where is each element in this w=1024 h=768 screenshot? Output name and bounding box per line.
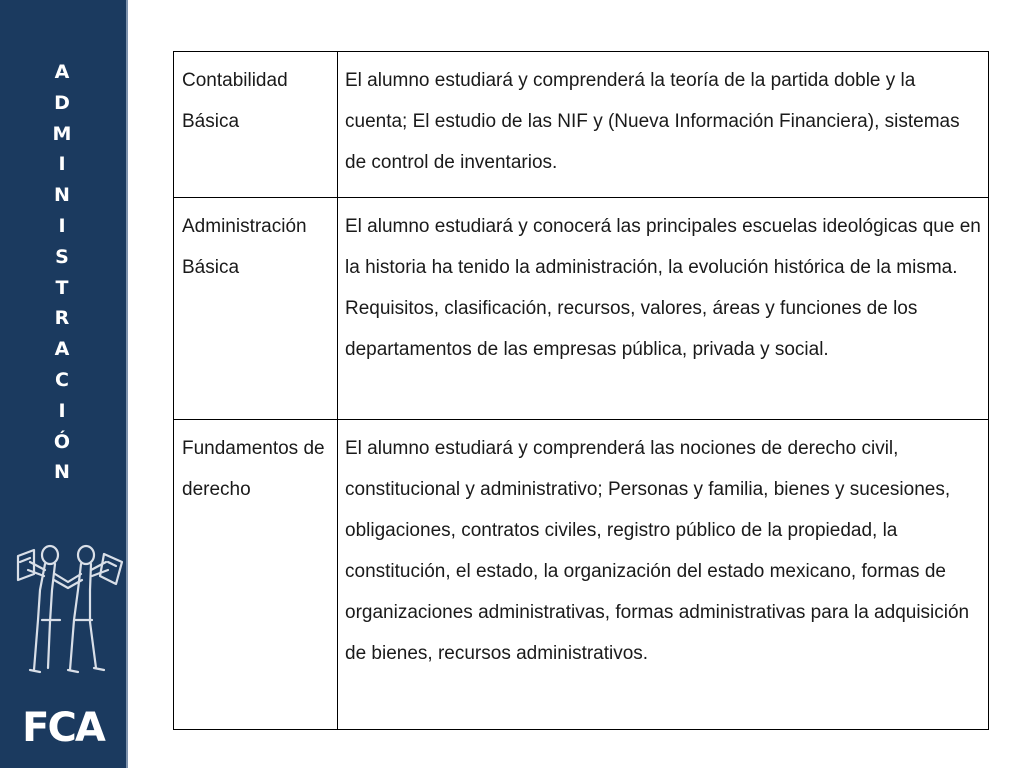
table-row	[174, 198, 989, 420]
title-letter: A	[54, 338, 70, 361]
title-letter: R	[54, 307, 70, 330]
figures-logo-icon	[12, 540, 130, 680]
title-letter: C	[55, 368, 69, 391]
vertical-title	[0, 57, 124, 488]
title-letter: A	[54, 61, 70, 83]
title-letter: Ó	[53, 430, 71, 453]
title-letter: T	[55, 276, 69, 299]
title-letter: I	[58, 399, 66, 422]
description-cell: El alumno estudiará y conocerá las principales escuelas ideológicas que en la historia ha tenido la administración, la evolución histórica de la misma. Requisitos, clasificación, recursos, valores, áreas y funciones de los departamentos de las empresas pública, privada y social.	[338, 198, 989, 420]
fca-logo-text: FCA	[22, 705, 104, 751]
subject-cell: Administración Básica	[174, 198, 338, 420]
table-row	[174, 420, 989, 730]
title-letter: I	[58, 153, 66, 176]
description-cell: El alumno estudiará y comprenderá las nociones de derecho civil, constitucional y administrativo; Personas y familia, bienes y sucesiones, obligaciones, contratos civiles, registro público de la propiedad, la constitución, el estado, la organización del estado mexicano, formas de organizaciones administrativas, formas administrativas para la adquisición de bienes, recursos administrativos.	[338, 420, 989, 730]
title-letter: N	[54, 461, 70, 484]
title-letter: N	[54, 184, 70, 207]
title-letter: M	[52, 122, 72, 145]
subject-cell: Fundamentos de derecho	[174, 420, 338, 730]
sidebar	[0, 0, 128, 768]
title-letter: S	[55, 245, 69, 268]
subjects-table	[173, 51, 989, 730]
subject-cell: Contabilidad Básica	[174, 52, 338, 198]
title-letter: I	[58, 214, 66, 237]
description-cell: El alumno estudiará y comprenderá la teoría de la partida doble y la cuenta; El estudio de las NIF y (Nueva Información Financiera), sistemas de control de inventarios.	[338, 52, 989, 198]
table-row	[174, 52, 989, 198]
title-letter: D	[54, 91, 70, 114]
